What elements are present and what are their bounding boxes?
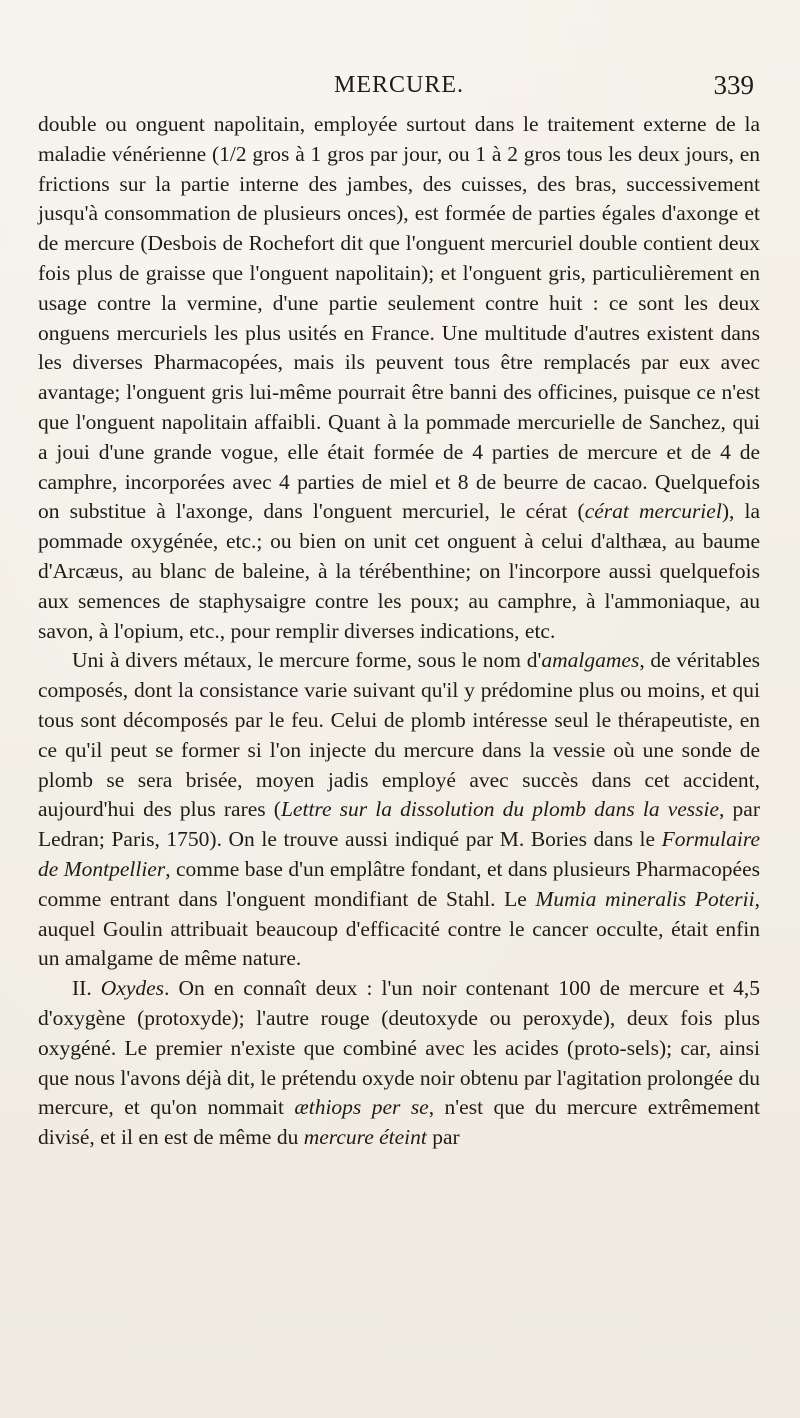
running-head: MERCURE.: [333, 72, 464, 98]
paragraph-oxydes: [38, 974, 760, 1153]
paragraph-continuation: [38, 110, 760, 646]
page-header: [38, 66, 760, 110]
italic-title: Formulaire de Montpellier: [38, 827, 760, 881]
text-run: , auquel Goulin attribuait beaucoup d'efficacité contre le cancer occulte, était enfin un amalgame de même nature.: [38, 886, 760, 971]
body-text: [38, 110, 760, 1153]
text-run: , de véritables composés, dont la consistance varie suivant qu'il y prédomine plus ou moins, et qui tous sont décomposés par le feu. Celui de plomb intéresse seul le thérapeutiste, en ce qu'il peut se former si l'on injecte du mercure dans la vessie où une sonde de plomb se sera brisée, moyen jadis employé avec succès dans cet accident, aujourd'hui des plus rares (: [38, 648, 760, 822]
italic-term: amalgames: [541, 648, 640, 673]
section-heading: Oxydes: [100, 976, 165, 1001]
text-run: , comme base d'un emplâtre fondant, et dans plusieurs Pharmacopées comme entrant dans l'onguent mondifiant de Stahl. Le: [38, 856, 760, 911]
italic-term: cérat mercuriel: [584, 499, 722, 524]
text-run: II.: [72, 976, 101, 1001]
italic-title: Lettre sur la dissolution du plomb dans la vessie: [280, 797, 720, 822]
text-run: double ou onguent napolitain, employée surtout dans le traitement externe de la maladie vénérienne (1/2 gros à 1 gros par jour, ou 1 à 2 gros tous les deux jours, en frictions sur la partie interne des jambes, des cuisses, des bras, successivement jusqu'à consommation de plusieurs onces), est formée de parties égales d'axonge et de mercure (Desbois de Rochefort dit que l'onguent mercuriel double contient deux fois plus de graisse que l'onguent napolitain); et l'onguent gris, particulièrement en usage contre la vermine, d'une partie seulement contre huit : ce sont les deux onguens mercuriels les plus usités en France. Une multitude d'autres existent dans les diverses Pharmacopées, mais ils peuvent tous être remplacés par eux avec avantage; l'onguent gris lui-même pourrait être banni des officines, puisque ce n'est que l'onguent napolitain affaibli. Quant à la pommade mercurielle de Sanchez, qui a joui d'une grande vogue, elle était formée de 4 parties de mercure et de 4 de camphre, incorporées avec 4 parties de miel et 8 de beurre de cacao. Quelquefois on substitue à l'axonge, dans l'onguent mercuriel, le cérat (: [38, 112, 760, 524]
text-run: , n'est que du mercure extrêmement divisé, et il en est de même du: [38, 1095, 760, 1150]
text-run: , par Ledran; Paris, 1750). On le trouve aussi indiqué par M. Bories dans le: [38, 797, 760, 852]
text-run: . On en connaît deux : l'un noir contenant 100 de mercure et 4,5 d'oxygène (protoxyde); l'autre rouge (deutoxyde ou peroxyde), deux fois plus oxygéné. Le premier n'existe que combiné avec les acides (proto-sels); car, ainsi que nous l'avons déjà dit, le prétendu oxyde noir obtenu par l'agitation prolongée du mercure, et qu'on nommait: [38, 976, 760, 1120]
italic-term: Mumia mineralis Poterii: [535, 886, 755, 911]
text-run: ), la pommade oxygénée, etc.; ou bien on unit cet onguent à celui d'althæa, au baume d'Arcæus, au blanc de baleine, à la térébenthine; on l'incorpore aussi quelquefois aux semences de staphysaigre contre les poux; au camphre, à l'ammoniaque, au savon, à l'opium, etc., pour remplir diverses indications, etc.: [38, 499, 760, 643]
page-number: 339: [713, 70, 754, 100]
paragraph-amalgames: [38, 646, 760, 974]
italic-term: mercure éteint: [303, 1125, 427, 1150]
text-run: par: [426, 1125, 460, 1150]
text-run: Uni à divers métaux, le mercure forme, sous le nom d': [72, 648, 542, 673]
italic-term: æthiops per se: [294, 1095, 429, 1120]
